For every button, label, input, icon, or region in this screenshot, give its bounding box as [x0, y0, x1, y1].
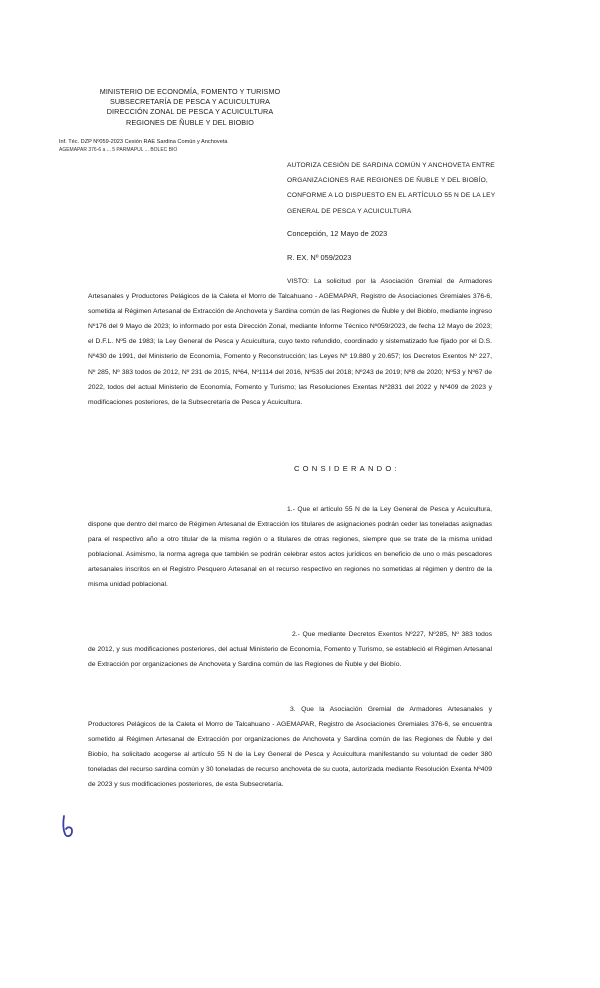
- letterhead-direccion-zonal: DIRECCIÓN ZONAL DE PESCA Y ACUICULTURA: [106, 107, 274, 117]
- letterhead-subsecretaria: SUBSECRETARÍA DE PESCA Y ACUICULTURA: [109, 97, 271, 107]
- letterhead-regions: REGIONES DE ÑUBLE Y DEL BIOBIO: [126, 117, 254, 127]
- date-line: Concepción, 12 Mayo de 2023: [287, 229, 388, 238]
- considerando-3: 3. Que la Asociación Gremial de Armadores Artesanales y Productores Pelágicos de la Caleta el Morro de Talcahuano - AGEMAPAR, Registro de Asociaciones Gremiales 376-6, se encuentra sometido al Régimen Artesanal de Extracción por organizaciones de Anchoveta y Sardina común de las Regiones de Ñuble y del Biobío, ha solicitado acogerse al artículo 55 N de la Ley General de Pesca y Acuicultura manifestando su voluntad de ceder 380 toneladas del recurso sardina común y 30 toneladas de recurso anchoveta de su cuota, autorizada mediante Resolución Exenta Nº409 de 2023 y sus modificaciones posteriores, de esta Subsecretaría.: [88, 706, 492, 789]
- considerando-2: 2.- Que mediante Decretos Exentos Nº227, Nº285, Nº 383 todos de 2012, y sus modificaciones posteriores, del actual Ministerio de Economía, Fomento y Turismo, se estableció el Régimen Artesanal de Extracción por organizaciones de Anchoveta y Sardina común de las Regiones de Ñuble y del Biobío.: [88, 631, 492, 669]
- letterhead: [80, 87, 300, 128]
- subject-text: AUTORIZA CESIÓN DE SARDINA COMÚN Y ANCHOVETA ENTRE ORGANIZACIONES RAE REGIONES DE ÑUBLE Y DEL BIOBÍO, CONFORME A LO DISPUESTO EN EL ARTÍCULO 55 N DE LA LEY GENERAL DE PESCA Y ACUICULTURA: [287, 162, 496, 215]
- considerando-heading: CONSIDERANDO:: [294, 464, 400, 473]
- letterhead-ministry: MINISTERIO DE ECONOMÍA, FOMENTO Y TURISMO: [99, 87, 281, 96]
- reference-line: Inf. Téc. DZP Nº059-2023 Cesión RAE Sardina Común y Anchoveta: [59, 139, 228, 145]
- resolution-number: R. EX. Nº 059/2023: [287, 253, 352, 262]
- considerando-1: 1.- Que el artículo 55 N de la Ley General de Pesca y Acuicultura, dispone que dentro del marco de Régimen Artesanal de Extracción los titulares de asignaciones podrán ceder las toneladas asignadas para el respectivo año a otro titular de la misma región o a titulares de otras regiones, siempre que se trate de la misma unidad poblacional. Asimismo, la norma agrega que también se podrán celebrar estos actos jurídicos en beneficio de uno o más pescadores artesanales inscritos en el Registro Pesquero Artesanal en el recurso respectivo en regiones no sometidas al régimen y dentro de la misma unidad poblacional.: [88, 506, 492, 589]
- visto-paragraph: VISTO: La solicitud por la Asociación Gremial de Armadores Artesanales y Productores Pelágicos de la Caleta el Morro de Talcahuano - AGEMAPAR, Registro de Asociaciones Gremiales 376-6, sometida al Régimen Artesanal de Extracción de Anchoveta y Sardina común de las Regiones de Ñuble y del Biobío, mediante ingreso Nº176 del 9 Mayo de 2023; lo informado por esta Dirección Zonal, mediante Informe Técnico Nº059/2023, de fecha 12 Mayo de 2023; el D.F.L. Nº5 de 1983; la Ley General de Pesca y Acuicultura, cuyo texto refundido, coordinado y sistematizado fue fijado por el D.S. Nº430 de 1991, del Ministerio de Economía, Fomento y Reconstrucción; las Leyes Nº 19.880 y 20.657; los Decretos Exentos Nº 227, Nº 285, Nº 383 todos de 2012, Nº 231 de 2015, Nº64, Nº1114 del 2016, Nº535 del 2018; Nº243 de 2019; Nº8 de 2020; Nº53 y Nº67 de 2022, todos del actual Ministerio de Economía, Fomento y Turismo; las Resoluciones Exentas Nº2831 del 2022 y Nº409 de 2023 y modificaciones posteriores, de la Subsecretaría de Pesca y Acuicultura.: [88, 278, 492, 406]
- reference-code: AGEMAPAR 376-6 a ... 5 PARMAPUL ... BOLEC BIO: [59, 147, 178, 154]
- reference-block: [59, 138, 228, 154]
- handwritten-initial-mark: [58, 812, 86, 840]
